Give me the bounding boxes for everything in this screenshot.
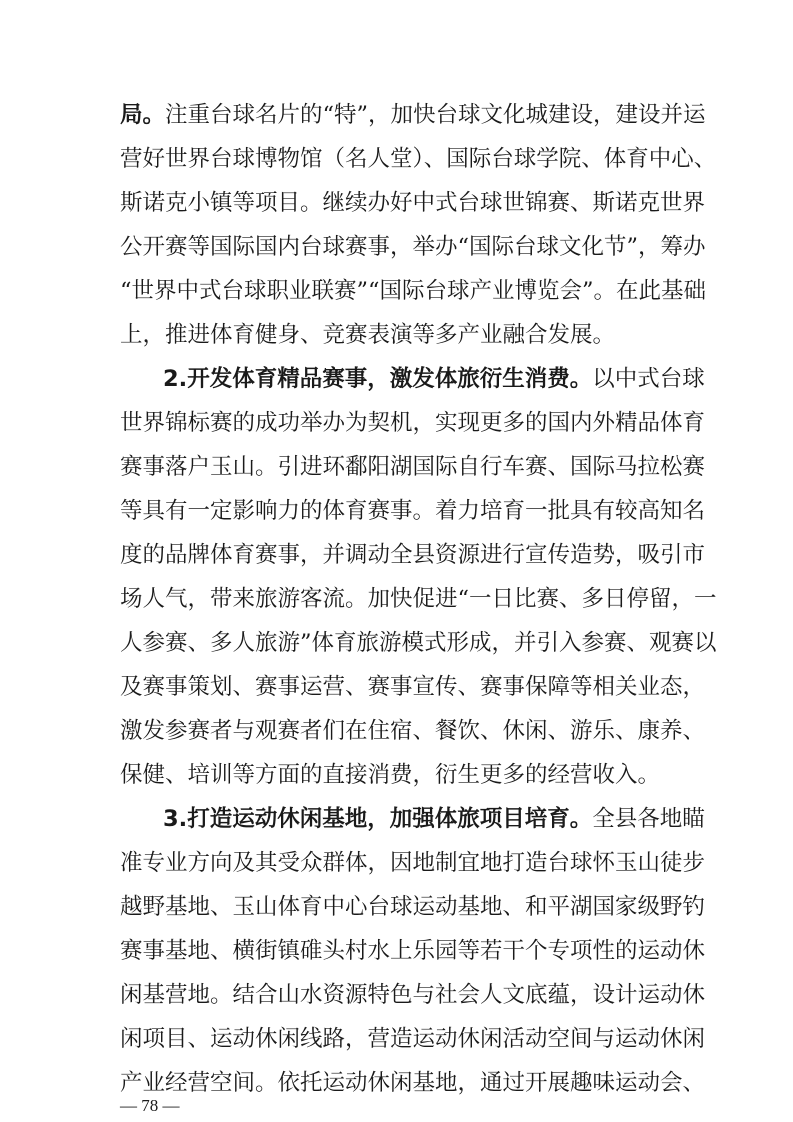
line-text: 人参赛、多人旅游”体育旅游模式形成，并引入参赛、观赛以 (120, 630, 717, 656)
line-text: 准专业方向及其受众群体，因地制宜地打造台球怀玉山徒步 (120, 850, 706, 876)
paragraph-2-line-7 (120, 625, 717, 661)
line-text: 度的品牌体育赛事，并调动全县资源进行宣传造势，吸引市 (120, 542, 706, 568)
page-number: — 78 — (120, 1096, 180, 1115)
line-text: 激发参赛者与观赛者们在住宿、餐饮、休闲、游乐、康养、 (120, 718, 706, 744)
line-text: 赛事基地、横街镇碓头村水上乐园等若干个专项性的运动休 (120, 938, 706, 964)
bold-lead-in: 局。 (120, 102, 166, 128)
paragraph-1-line-4 (120, 229, 706, 265)
paragraph-3-line-4 (120, 933, 706, 969)
paragraph-2-line-5 (120, 537, 706, 573)
paragraph-2-line-9 (120, 713, 706, 749)
line-text: 产业经营空间。依托运动休闲基地，通过开展趣味运动会、 (120, 1070, 706, 1096)
paragraph-2-line-1 (163, 361, 705, 397)
line-text: 营好世界台球博物馆（名人堂）、国际台球学院、体育中心、 (120, 146, 717, 172)
paragraph-2-line-3 (120, 449, 706, 485)
line-text: 越野基地、玉山体育中心台球运动基地、和平湖国家级野钓 (120, 894, 706, 920)
paragraph-2-line-10 (120, 757, 675, 793)
line-text: 赛事落户玉山。引进环鄱阳湖国际自行车赛、国际马拉松赛 (120, 454, 706, 480)
line-text: 公开赛等国际国内台球赛事，举办“国际台球文化节”，筹办 (120, 234, 706, 260)
paragraph-1-line-2 (120, 141, 717, 177)
line-text: 注重台球名片的“特”，加快台球文化城建设，建设并运 (165, 102, 706, 128)
line-text: 场人气，带来旅游客流。加快促进“一日比赛、多日停留，一 (120, 586, 717, 612)
paragraph-3-line-5 (120, 977, 706, 1013)
paragraph-1-line-5 (120, 273, 707, 309)
paragraph-2-line-6 (120, 581, 717, 617)
line-text: 闲项目、运动休闲线路，营造运动休闲活动空间与运动休闲 (120, 1026, 706, 1052)
line-text: 等具有一定影响力的体育赛事。着力培育一批具有较高知名 (120, 498, 706, 524)
line-text: 以中式台球 (592, 366, 705, 392)
paragraph-1-line-6 (120, 317, 675, 353)
line-text: 斯诺克小镇等项目。继续办好中式台球世锦赛、斯诺克世界 (120, 190, 706, 216)
paragraph-1-line-3 (120, 185, 706, 221)
paragraph-3-line-2 (120, 845, 706, 881)
line-text: 上，推进体育健身、竞赛表演等多产业融合发展。 (120, 322, 616, 348)
line-text: 闲基营地。结合山水资源特色与社会人文底蕴，设计运动休 (120, 982, 706, 1008)
line-text: 世界锦标赛的成功举办为契机，实现更多的国内外精品体育 (120, 410, 706, 436)
line-text: 保健、培训等方面的直接消费，衍生更多的经营收入。 (120, 762, 661, 788)
line-text: 全县各地瞄 (592, 806, 705, 832)
paragraph-2-line-8 (120, 669, 706, 705)
paragraph-3-line-3 (120, 889, 706, 925)
paragraph-2-line-4 (120, 493, 706, 529)
line-text: 及赛事策划、赛事运营、赛事宣传、赛事保障等相关业态， (120, 674, 706, 700)
paragraph-3-line-6 (120, 1021, 706, 1057)
section-heading: 3.打造运动休闲基地，加强体旅项目培育。 (163, 806, 593, 832)
line-text: “世界中式台球职业联赛”“国际台球产业博览会”。在此基础 (120, 278, 707, 304)
paragraph-1-line-1 (120, 97, 706, 133)
paragraph-2-line-2 (120, 405, 706, 441)
paragraph-3-line-7 (120, 1065, 706, 1101)
paragraph-3-line-1 (163, 801, 705, 837)
section-heading: 2.开发体育精品赛事，激发体旅衍生消费。 (163, 366, 593, 392)
